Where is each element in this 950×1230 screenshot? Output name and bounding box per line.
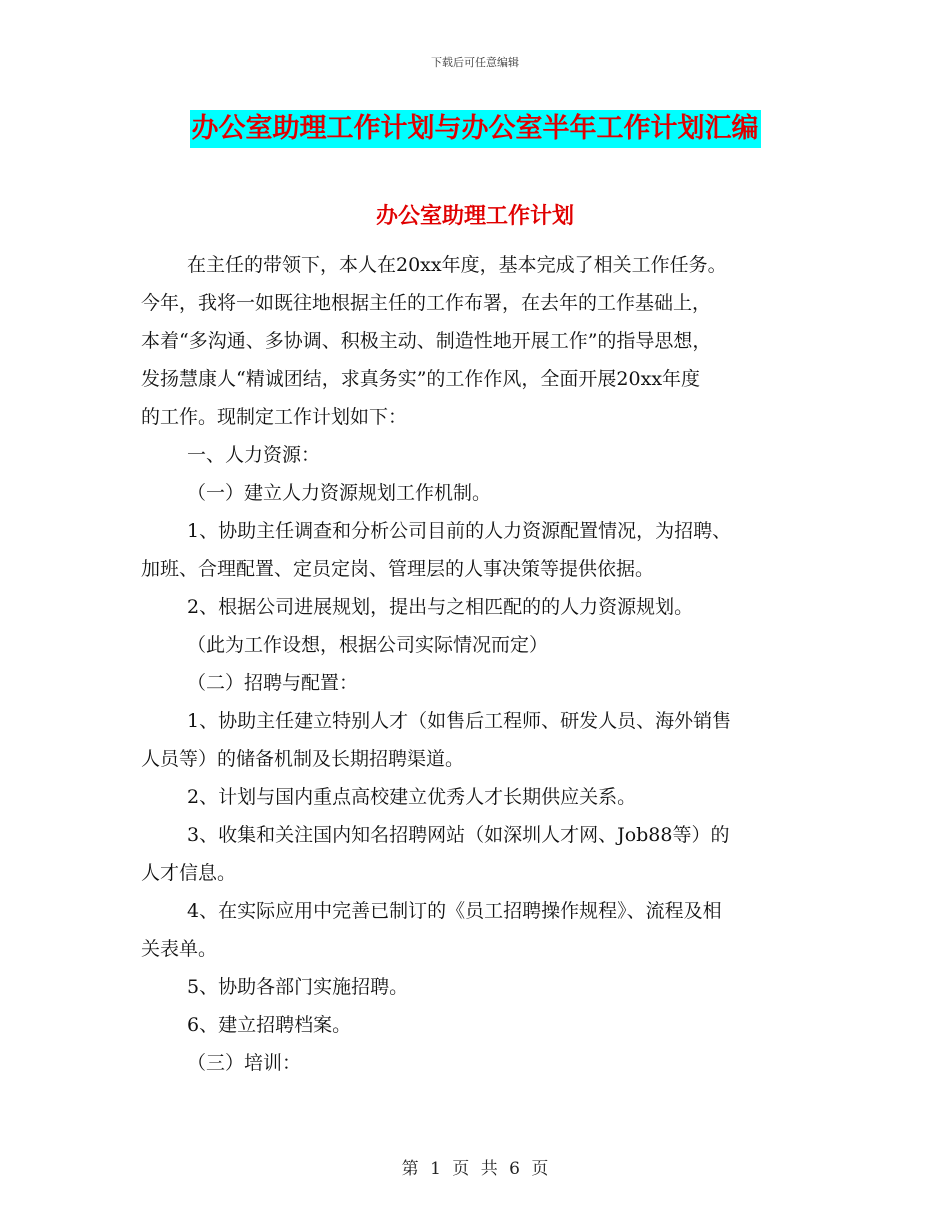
subheading-line: （一）建立人力资源规划工作机制。	[187, 482, 492, 504]
heading-line: 一、人力资源：	[187, 444, 321, 466]
paragraph-line: 今年，我将一如既往地根据主任的工作布署，在去年的工作基础上，	[141, 292, 712, 314]
paragraph-line: 4、在实际应用中完善已制订的《员工招聘操作规程》、流程及相	[187, 900, 722, 922]
paragraph-line: 在主任的带领下，本人在20xx年度，基本完成了相关工作任务。	[187, 254, 727, 276]
paragraph-line: 本着“多沟通、多协调、积极主动、制造性地开展工作”的指导思想，	[141, 330, 712, 352]
paragraph-line: 发扬慧康人“精诚团结，求真务实”的工作作风，全面开展20xx年度	[141, 368, 701, 390]
paragraph-line: 1、协助主任调查和分析公司目前的人力资源配置情况，为招聘、	[187, 520, 732, 542]
paragraph-line: 人员等）的储备机制及长期招聘渠道。	[141, 748, 465, 770]
subheading-line: （三）培训：	[187, 1052, 302, 1074]
paragraph-line: 加班、合理配置、定员定岗、管理层的人事决策等提供依据。	[141, 558, 655, 580]
paragraph-line: 6、建立招聘档案。	[187, 1014, 352, 1036]
main-title-container	[0, 110, 950, 148]
paragraph-line: 5、协助各部门实施招聘。	[187, 976, 409, 998]
paragraph-line: 3、收集和关注国内知名招聘网站（如深圳人才网、Job88等）的	[187, 824, 730, 846]
section-title: 办公室助理工作计划	[375, 203, 574, 229]
paragraph-line: 1、协助主任建立特别人才（如售后工程师、研发人员、海外销售	[187, 710, 732, 732]
paragraph-line: （此为工作设想，根据公司实际情况而定）	[187, 634, 549, 656]
paragraph-line: 的工作。现制定工作计划如下：	[141, 406, 408, 428]
paragraph-line: 2、根据公司进展规划，提出与之相匹配的的人力资源规划。	[187, 596, 694, 618]
document-main-title: 办公室助理工作计划与办公室半年工作计划汇编	[190, 110, 761, 148]
body-text	[141, 246, 813, 1082]
page-footer: 第 1 页 共 6 页	[401, 1159, 549, 1179]
subheading-line: （二）招聘与配置：	[187, 672, 359, 694]
paragraph-line: 2、计划与国内重点高校建立优秀人才长期供应关系。	[187, 786, 637, 808]
paragraph-line: 关表单。	[141, 938, 218, 960]
paragraph-line: 人才信息。	[141, 862, 237, 884]
header-note: 下载后可任意编辑	[431, 56, 519, 69]
